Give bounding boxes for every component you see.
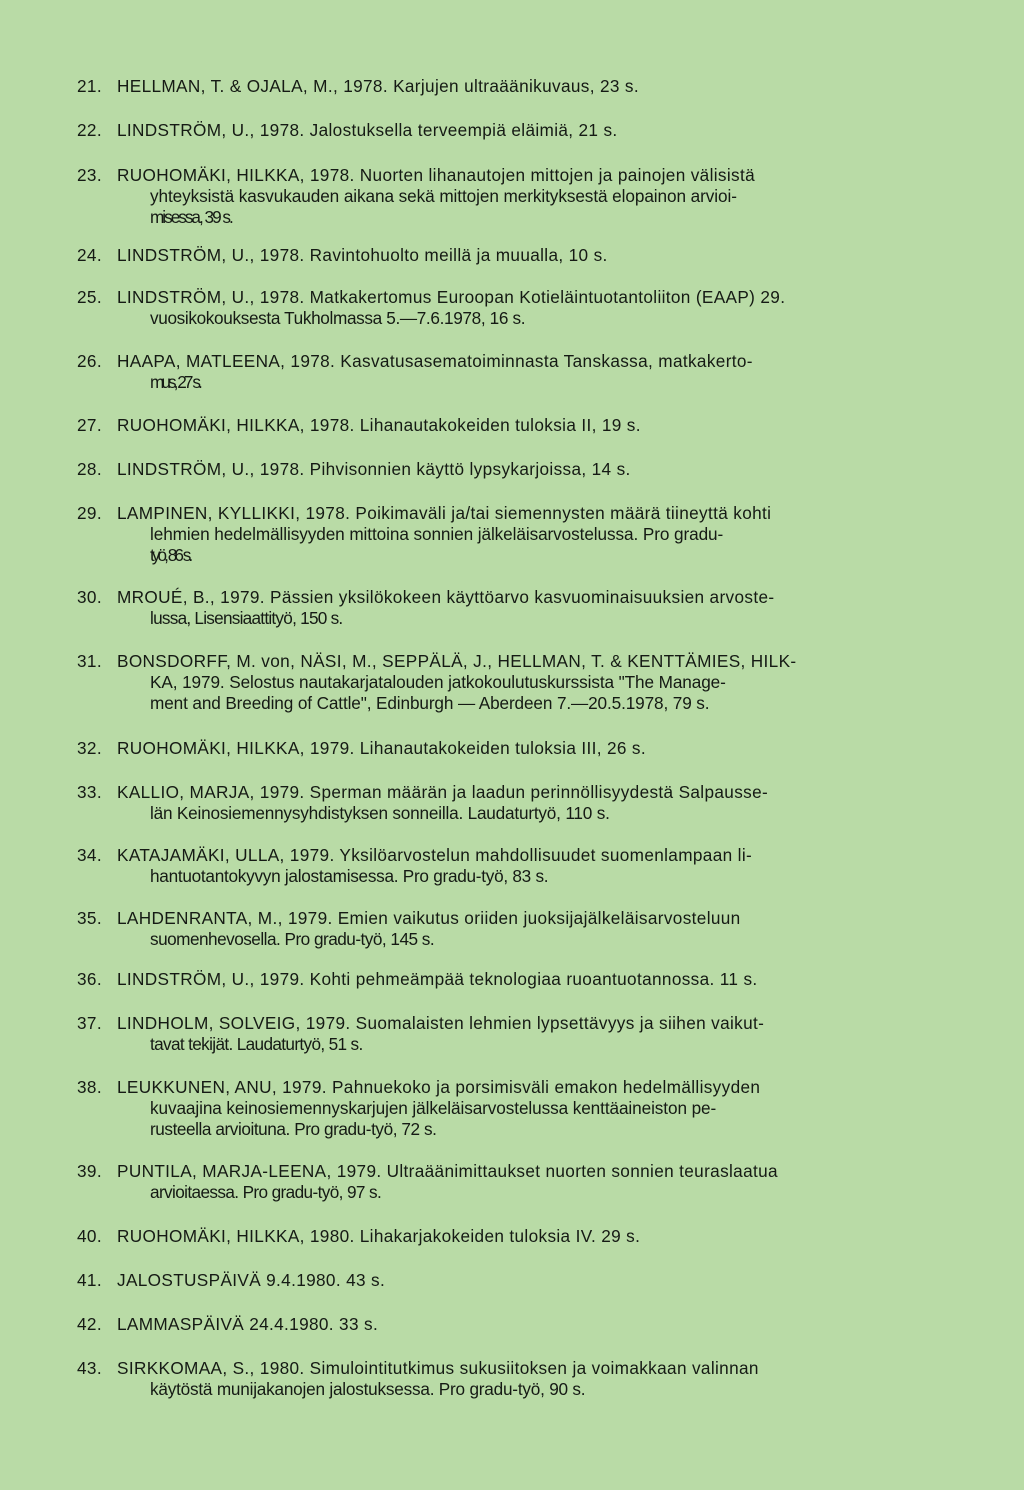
reference-text <box>117 245 885 266</box>
reference-text <box>117 165 885 229</box>
reference-number: 30. <box>77 587 102 607</box>
reference-line: HAAPA, MATLEENA, 1978. Kasvatusasematoiminnasta Tanskassa, matkakerto- <box>117 351 753 371</box>
reference-number: 22. <box>77 120 102 140</box>
reference-entry <box>77 782 917 824</box>
reference-entry <box>77 1013 917 1055</box>
reference-number: 24. <box>77 245 102 265</box>
reference-line: hantuotantokyvyn jalostamisessa. Pro gradu-työ, 83 s. <box>150 866 549 887</box>
reference-text <box>117 1013 885 1055</box>
reference-number: 31. <box>77 651 102 671</box>
reference-entry <box>77 459 917 480</box>
reference-entry <box>77 351 917 393</box>
reference-text <box>117 738 885 759</box>
reference-text <box>117 415 885 436</box>
reference-line: JALOSTUSPÄIVÄ 9.4.1980. 43 s. <box>117 1270 386 1290</box>
reference-line: RUOHOMÄKI, HILKKA, 1979. Lihanautakokeiden tuloksia III, 26 s. <box>117 738 646 758</box>
reference-number: 37. <box>77 1013 102 1033</box>
reference-number: 32. <box>77 738 102 758</box>
reference-line: LAMMASPÄIVÄ 24.4.1980. 33 s. <box>117 1314 379 1334</box>
reference-entry <box>77 969 917 990</box>
reference-number: 36. <box>77 969 102 989</box>
reference-line: LINDHOLM, SOLVEIG, 1979. Suomalaisten lehmien lypsettävyys ja siihen vaikut- <box>117 1013 765 1033</box>
reference-entry <box>77 245 917 266</box>
reference-line: BONSDORFF, M. von, NÄSI, M., SEPPÄLÄ, J., HELLMAN, T. & KENTTÄMIES, HILK- <box>117 651 797 671</box>
reference-text <box>117 908 885 950</box>
reference-text <box>117 969 885 990</box>
reference-line: kuvaajina keinosiemennyskarjujen jälkeläisarvostelussa kenttäaineiston pe- <box>150 1098 717 1119</box>
reference-line: suomenhevosella. Pro gradu-työ, 145 s. <box>150 929 435 950</box>
reference-line: RUOHOMÄKI, HILKKA, 1980. Lihakarjakokeiden tuloksia IV. 29 s. <box>117 1226 641 1246</box>
reference-line: lussa, Lisensiaattityö, 150 s. <box>150 608 343 629</box>
reference-entry <box>77 76 917 97</box>
reference-entry <box>77 587 917 629</box>
reference-number: 33. <box>77 782 102 802</box>
reference-line: työ, 86 s. <box>150 545 191 566</box>
reference-number: 41. <box>77 1270 102 1290</box>
reference-text <box>117 1270 885 1291</box>
reference-line: lehmien hedelmällisyyden mittoina sonnien jälkeläisarvostelussa. Pro gradu- <box>150 524 724 545</box>
reference-line: LEUKKUNEN, ANU, 1979. Pahnuekoko ja porsimisväli emakon hedelmällisyyden <box>117 1077 761 1097</box>
reference-entry <box>77 415 917 436</box>
reference-line: LAMPINEN, KYLLIKKI, 1978. Poikimaväli ja/tai siemennysten määrä tiineyttä kohti <box>117 503 772 523</box>
reference-number: 26. <box>77 351 102 371</box>
reference-line: rusteella arvioituna. Pro gradu-työ, 72 s. <box>150 1119 437 1140</box>
reference-entry <box>77 287 917 329</box>
reference-line: LINDSTRÖM, U., 1978. Jalostuksella terveempiä eläimiä, 21 s. <box>117 120 618 140</box>
reference-line: SIRKKOMAA, S., 1980. Simulointitutkimus sukusiitoksen ja voimakkaan valinnan <box>117 1358 759 1378</box>
reference-line: ment and Breeding of Cattle", Edinburgh — Aberdeen 7.—20.5.1978, 79 s. <box>150 693 710 714</box>
reference-text <box>117 1358 885 1400</box>
reference-number: 39. <box>77 1161 102 1181</box>
reference-line: RUOHOMÄKI, HILKKA, 1978. Lihanautakokeiden tuloksia II, 19 s. <box>117 415 641 435</box>
reference-line: mus, 27 s. <box>150 372 200 393</box>
reference-entry <box>77 1358 917 1400</box>
reference-entry <box>77 1314 917 1335</box>
reference-line: käytöstä munijakanojen jalostuksessa. Pro gradu-työ, 90 s. <box>150 1379 586 1400</box>
reference-number: 25. <box>77 287 102 307</box>
reference-text <box>117 1077 885 1141</box>
reference-entry <box>77 503 917 567</box>
reference-entry <box>77 165 917 229</box>
reference-line: vuosikokouksesta Tukholmassa 5.—7.6.1978, 16 s. <box>150 308 526 329</box>
reference-text <box>117 287 885 329</box>
reference-line: LINDSTRÖM, U., 1978. Ravintohuolto meillä ja muualla, 10 s. <box>117 245 608 265</box>
reference-entry <box>77 1077 917 1141</box>
reference-line: yhteyksistä kasvukauden aikana sekä mittojen merkityksestä elopainon arvioi- <box>150 186 737 207</box>
reference-text <box>117 845 885 887</box>
reference-line: HELLMAN, T. & OJALA, M., 1978. Karjujen ultraäänikuvaus, 23 s. <box>117 76 639 96</box>
reference-number: 29. <box>77 503 102 523</box>
reference-entry <box>77 120 917 141</box>
reference-line: MROUÉ, B., 1979. Pässien yksilökokeen käyttöarvo kasvuominaisuuksien arvoste- <box>117 587 775 607</box>
reference-text <box>117 1161 885 1203</box>
reference-text <box>117 1226 885 1247</box>
reference-entry <box>77 908 917 950</box>
reference-text <box>117 651 885 715</box>
reference-text <box>117 351 885 393</box>
reference-text <box>117 587 885 629</box>
reference-line: misessa, 39 s. <box>150 207 232 228</box>
reference-entry <box>77 1226 917 1247</box>
reference-number: 40. <box>77 1226 102 1246</box>
reference-number: 35. <box>77 908 102 928</box>
reference-entry <box>77 651 917 715</box>
reference-line: KATAJAMÄKI, ULLA, 1979. Yksilöarvostelun mahdollisuudet suomenlampaan li- <box>117 845 753 865</box>
reference-text <box>117 1314 885 1335</box>
reference-text <box>117 503 885 567</box>
reference-entry <box>77 1161 917 1203</box>
reference-line: LAHDENRANTA, M., 1979. Emien vaikutus oriiden juoksijajälkeläisarvosteluun <box>117 908 741 928</box>
reference-entry <box>77 1270 917 1291</box>
reference-number: 38. <box>77 1077 102 1097</box>
reference-entry <box>77 738 917 759</box>
reference-line: län Keinosiemennysyhdistyksen sonneilla. Laudaturtyö, 110 s. <box>150 803 610 824</box>
reference-text <box>117 459 885 480</box>
reference-entry <box>77 845 917 887</box>
reference-line: LINDSTRÖM, U., 1979. Kohti pehmeämpää teknologiaa ruoantuotannossa. 11 s. <box>117 969 758 989</box>
reference-line: KA, 1979. Selostus nautakarjatalouden jatkokoulutuskurssista "The Manage- <box>150 672 726 693</box>
reference-line: tavat tekijät. Laudaturtyö, 51 s. <box>150 1034 363 1055</box>
reference-number: 28. <box>77 459 102 479</box>
reference-line: RUOHOMÄKI, HILKKA, 1978. Nuorten lihanautojen mittojen ja painojen välisistä <box>117 165 756 185</box>
reference-number: 43. <box>77 1358 102 1378</box>
reference-line: PUNTILA, MARJA-LEENA, 1979. Ultraäänimittaukset nuorten sonnien teuraslaatua <box>117 1161 778 1181</box>
reference-number: 34. <box>77 845 102 865</box>
reference-line: LINDSTRÖM, U., 1978. Pihvisonnien käyttö lypsykarjoissa, 14 s. <box>117 459 631 479</box>
reference-text <box>117 76 885 97</box>
reference-number: 21. <box>77 76 102 96</box>
reference-number: 27. <box>77 415 102 435</box>
reference-number: 23. <box>77 165 102 185</box>
reference-line: KALLIO, MARJA, 1979. Sperman määrän ja laadun perinnöllisyydestä Salpausse- <box>117 782 769 802</box>
reference-text <box>117 120 885 141</box>
reference-number: 42. <box>77 1314 102 1334</box>
reference-line: arvioitaessa. Pro gradu-työ, 97 s. <box>150 1182 382 1203</box>
reference-line: LINDSTRÖM, U., 1978. Matkakertomus Euroopan Kotieläintuotantoliiton (EAAP) 29. <box>117 287 786 307</box>
reference-text <box>117 782 885 824</box>
